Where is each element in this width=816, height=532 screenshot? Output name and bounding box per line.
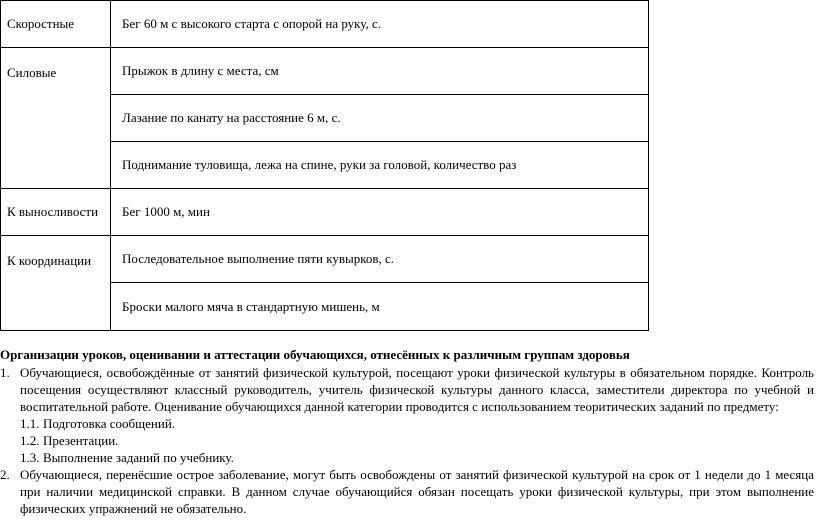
table-row: [1, 236, 649, 283]
test-cell: Лазание по канату на расстояние 6 м, с.: [111, 95, 649, 142]
fitness-norms-table: [0, 0, 649, 331]
sub-list-item: [0, 415, 816, 432]
category-cell: Силовые: [1, 48, 111, 189]
section-heading: Организации уроков, оценивании и аттестации обучающихся, отнесённых к различным группам здоровья: [0, 347, 630, 362]
table-row: [1, 189, 649, 236]
test-cell: Бег 60 м с высокого старта с опорой на руку, с.: [111, 1, 649, 48]
test-cell: Бег 1000 м, мин: [111, 189, 649, 236]
test-cell: Последовательное выполнение пяти кувырков, с.: [111, 236, 649, 283]
sub-list-item-text: Подготовка сообщений.: [43, 416, 176, 431]
health-groups-section: [0, 346, 816, 517]
test-cell: Прыжок в длину с места, см: [111, 48, 649, 95]
sub-list-item: [0, 432, 816, 449]
sub-list-item-number: 1.3.: [20, 450, 40, 465]
list-item-text: Обучающиеся, перенёсшие острое заболевание, могут быть освобождены от занятий физической культурой на срок от 1 недели до 1 месяца при наличии медицинской справки. В данном случае обучающийся обязан посещать уроки физической культуры, при этом выполнение физических упражнений не обязательно.: [20, 467, 814, 516]
table-row: [1, 48, 649, 95]
list-item-number: 2.: [0, 467, 10, 482]
list-item: [0, 364, 816, 415]
test-cell: Поднимание туловища, лежа на спине, руки за головой, количество раз: [111, 142, 649, 189]
category-cell: Скоростные: [1, 1, 111, 48]
list-item-number: 1.: [0, 365, 10, 380]
table-row: [1, 1, 649, 48]
sub-list-item-text: Выполнение заданий по учебнику.: [43, 450, 234, 465]
category-cell: К выносливости: [1, 189, 111, 236]
list-item: [0, 466, 816, 517]
sub-list-item-number: 1.2.: [20, 433, 40, 448]
category-cell: К координации: [1, 236, 111, 331]
sub-list-item-number: 1.1.: [20, 416, 40, 431]
sub-list-item-text: Презентации.: [43, 433, 119, 448]
sub-list-item: [0, 449, 816, 466]
test-cell: Броски малого мяча в стандартную мишень, м: [111, 283, 649, 331]
list-item-text: Обучающиеся, освобождённые от занятий физической культурой, посещают уроки физической культуры в обязательном порядке. Контроль посещения осуществляют классный руководитель, учитель физической культуры данного класса, заместители директора по учебной и воспитательной работе. Оценивание обучающихся данной категории проводится с использованием теоритических заданий по предмету:: [20, 365, 814, 414]
